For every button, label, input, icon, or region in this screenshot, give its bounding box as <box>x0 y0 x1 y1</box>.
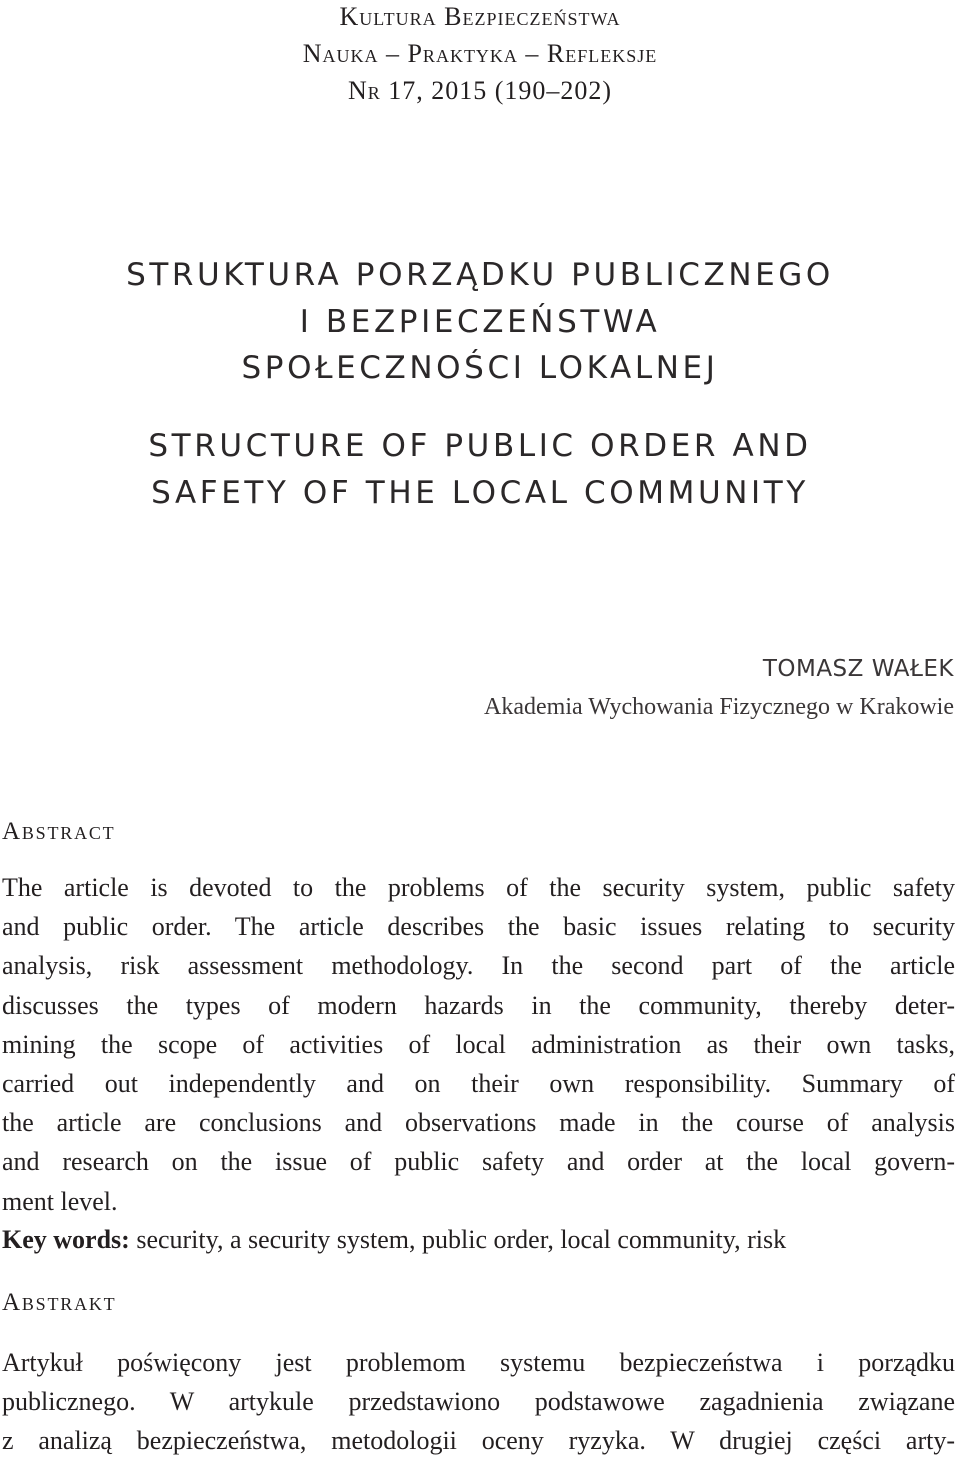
author-name: TOMASZ WAŁEK <box>762 656 954 682</box>
journal-subtitle: Nauka – Praktyka – Refleksje <box>302 39 658 68</box>
author-affiliation: Akademia Wychowania Fizycznego w Krakowie <box>484 694 954 720</box>
title-english-line: STRUCTURE OF PUBLIC ORDER AND <box>148 428 812 464</box>
title-polish <box>0 252 960 392</box>
title-polish-line: STRUKTURA PORZĄDKU PUBLICZNEGO <box>126 257 834 293</box>
abstrakt-line: Artykuł poświęcony jest problemom systemu bezpieczeństwa i porządku <box>2 1348 955 1377</box>
author-block <box>484 650 954 726</box>
abstract-line: discusses the types of modern hazards in the community, thereby deter- <box>2 990 955 1020</box>
abstrakt-body <box>2 1343 955 1461</box>
abstract-body <box>2 868 955 1221</box>
title-english-line: SAFETY OF THE LOCAL COMMUNITY <box>151 474 809 511</box>
title-polish-line: SPOŁECZNOŚCI LOKALNEJ <box>241 350 719 386</box>
abstrakt-line: publicznego. W artykule przedstawiono podstawowe zagadnienia związane <box>2 1387 955 1417</box>
abstract-line: analysis, risk assessment methodology. In the second part of the article <box>2 951 955 981</box>
abstract-line: and public order. The article describes the basic issues relating to security <box>2 912 955 942</box>
keywords-label: Key words: <box>2 1225 130 1254</box>
abstract-line: and research on the issue of public safety and order at the local govern- <box>2 1147 955 1177</box>
abstract-line: ment level. <box>2 1186 118 1216</box>
keywords-text: security, a security system, public order, local community, risk <box>129 1225 787 1254</box>
keywords <box>2 1220 786 1259</box>
abstract-heading: Abstract <box>2 818 116 845</box>
abstract-line: The article is devoted to the problems of the security system, public safety <box>2 873 955 902</box>
title-english <box>0 423 960 516</box>
abstract-line: mining the scope of activities of local administration as their own tasks, <box>2 1029 955 1059</box>
title-polish-line: I BEZPIECZEŃSTWA <box>299 303 661 340</box>
issue-info: Nr 17, 2015 (190–202) <box>347 76 613 105</box>
abstrakt-heading: Abstrakt <box>2 1289 117 1316</box>
journal-header <box>0 0 960 109</box>
abstract-line: carried out independently and on their own responsibility. Summary of <box>2 1068 955 1098</box>
journal-title: Kultura Bezpieczeństwa <box>339 2 621 31</box>
abstrakt-line: z analizą bezpieczeństwa, metodologii oceny ryzyka. W drugiej części arty- <box>2 1426 955 1456</box>
abstract-line: the article are conclusions and observations made in the course of analysis <box>2 1108 955 1138</box>
